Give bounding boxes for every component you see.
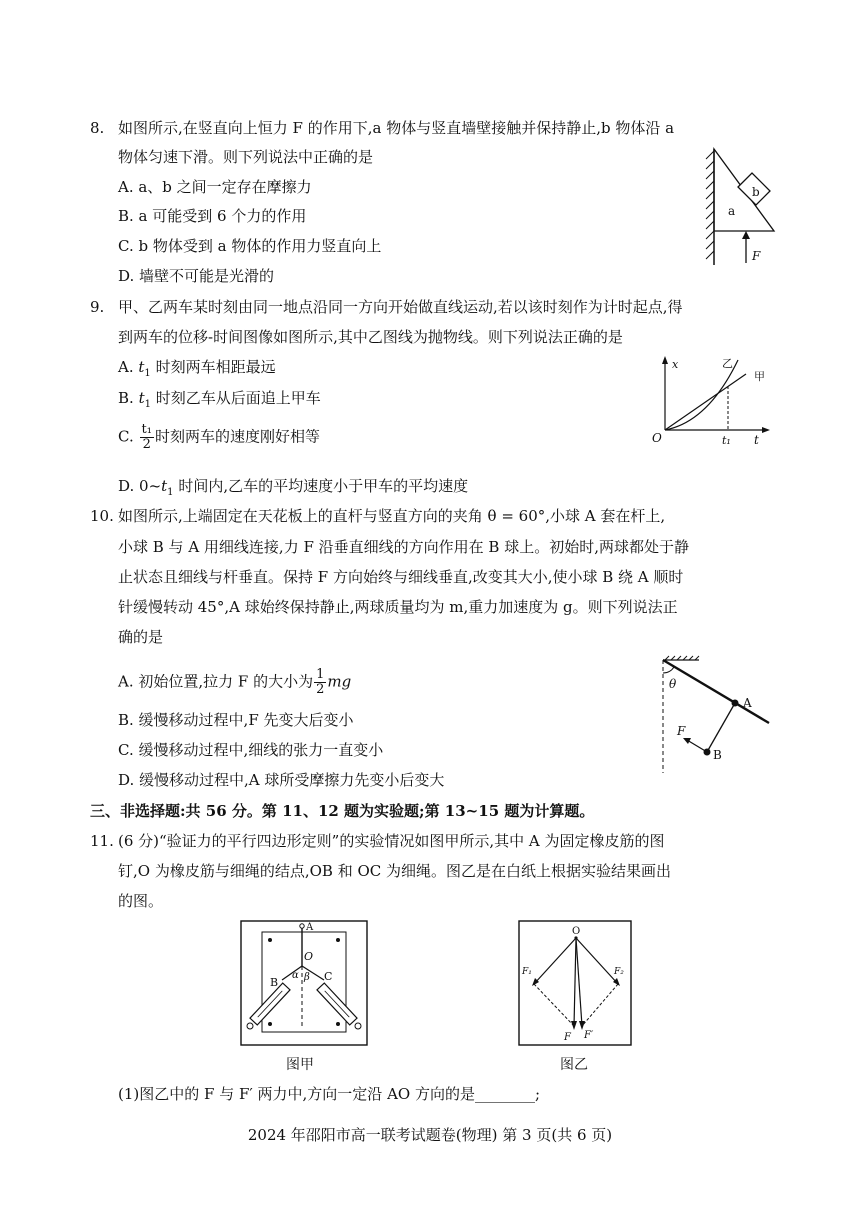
q10-stem-line5: 确的是 — [118, 628, 164, 646]
q9-option-d: D. $0\sim t_1$ 时间内,乙车的平均速度小于甲车的平均速度 — [118, 477, 469, 498]
q10-figure-rod-balls — [655, 655, 775, 780]
q9-label-origin: O — [652, 431, 662, 445]
q11-number: 11. — [90, 832, 114, 850]
q10-stem-line2: 小球 B 与 A 用细线连接,力 F 沿垂直细线的方向作用在 B 球上。初始时,两球都处于静 — [118, 538, 689, 556]
q8-option-c: C. b 物体受到 a 物体的作用力竖直向上 — [118, 237, 382, 255]
q9-number: 9. — [90, 298, 105, 316]
q11-jia-label-o: O — [304, 950, 314, 963]
q10-option-c: C. 缓慢移动过程中,细线的张力一直变小 — [118, 741, 384, 759]
q8-number: 8. — [90, 119, 105, 137]
q11-yi-label-f2: F₂ — [614, 967, 624, 977]
q11-sub1: (1)图乙中的 F 与 F′ 两力中,方向一定沿 AO 方向的是________; — [118, 1085, 541, 1103]
q11-jia-caption: 图甲 — [286, 1057, 314, 1073]
q11-jia-label-b: B — [270, 976, 279, 989]
section3-heading: 三、非选择题:共 56 分。第 11、12 题为实验题;第 13~15 题为计算题。 — [90, 802, 595, 820]
q8-figure-wall-blocks — [700, 145, 780, 270]
q9-label-t1: t₁ — [722, 434, 731, 447]
q8-label-f: F — [752, 249, 761, 263]
q11-jia-label-beta: β — [304, 972, 310, 983]
q8-label-b: b — [752, 185, 760, 199]
q11-jia-label-c: C — [324, 970, 333, 983]
page-footer: 2024 年邵阳市高一联考试题卷(物理) 第 3 页(共 6 页) — [247, 1126, 613, 1144]
q8-option-a: A. a、b 之间一定存在摩擦力 — [118, 178, 312, 196]
q10-option-b: B. 缓慢移动过程中,F 先变大后变小 — [118, 711, 354, 729]
q8-stem-line2: 物体匀速下滑。则下列说法中正确的是 — [118, 148, 374, 166]
q8-option-d: D. 墙壁不可能是光滑的 — [118, 267, 275, 285]
q11-jia-label-a: A — [306, 922, 314, 933]
q10-label-b: B — [713, 748, 722, 762]
q10-option-a: A. 初始位置,拉力 F 的大小为 $\frac{1}{2}$ mg — [118, 667, 352, 697]
q9-stem-line1: 甲、乙两车某时刻由同一地点沿同一方向开始做直线运动,若以该时刻作为计时起点,得 — [118, 298, 683, 316]
q9-axis-t-label: t — [754, 433, 759, 447]
q11-stem-line1: (6 分)“验证力的平行四边形定则”的实验情况如图甲所示,其中 A 为固定橡皮筋的图 — [118, 832, 665, 850]
q9-option-a: A. $t_1$ 时刻两车相距最远 — [118, 358, 276, 379]
q10-number: 10. — [90, 507, 114, 525]
q11-figure-yi — [518, 920, 632, 1048]
q10-stem-line1: 如图所示,上端固定在天花板上的直杆与竖直方向的夹角 θ = 60°,小球 A 套在杆上, — [118, 507, 666, 525]
q10-stem-line4: 针缓慢转动 45°,A 球始终保持静止,两球质量均为 m,重力加速度为 g。则下列说法正 — [118, 598, 678, 616]
q9-axis-x-label: x — [672, 358, 679, 371]
q8-option-b: B. a 可能受到 6 个力的作用 — [118, 207, 307, 225]
q9-option-b: B. $t_1$ 时刻乙车从后面追上甲车 — [118, 389, 321, 410]
q10-label-a: A — [743, 696, 752, 710]
q10-label-theta: θ — [669, 677, 677, 691]
q9-figure-xt-graph — [648, 352, 778, 452]
q11-yi-label-fprime: F′ — [584, 1030, 594, 1041]
q9-option-c: C. $\frac{\text{t₁}}{2}$ 时刻两车的速度刚好相等 — [118, 422, 320, 452]
q11-yi-label-f1: F₁ — [522, 967, 532, 977]
q9-label-yi: 乙 — [722, 357, 733, 370]
q10-stem-line3: 止状态且细线与杆垂直。保持 F 方向始终与细线垂直,改变其大小,使小球 B 绕 A 顺时 — [118, 568, 684, 586]
q11-yi-label-o: O — [572, 926, 581, 937]
q11-stem-line3: 的图。 — [118, 892, 164, 910]
q10-option-d: D. 缓慢移动过程中,A 球所受摩擦力先变小后变大 — [118, 771, 445, 789]
q8-label-a: a — [728, 204, 736, 218]
q11-yi-caption: 图乙 — [560, 1057, 588, 1073]
q11-jia-label-alpha: α — [292, 970, 299, 981]
q10-label-f: F — [677, 724, 686, 738]
q11-figure-jia — [240, 920, 370, 1048]
q9-c-fraction: $\frac{\text{t₁}}{2}$ — [141, 422, 152, 452]
q8-stem-line1: 如图所示,在竖直向上恒力 F 的作用下,a 物体与竖直墙壁接触并保持静止,b 物体沿 a — [118, 119, 675, 137]
q9-stem-line2: 到两车的位移-时间图像如图所示,其中乙图线为抛物线。则下列说法正确的是 — [118, 328, 623, 346]
q11-yi-label-f: F — [564, 1032, 571, 1043]
q9-label-jia: 甲 — [754, 370, 765, 383]
q10-a-fraction: $\frac{1}{2}$ — [316, 667, 325, 697]
q11-stem-line2: 钉,O 为橡皮筋与细绳的结点,OB 和 OC 为细绳。图乙是在白纸上根据实验结果画出 — [118, 862, 672, 880]
